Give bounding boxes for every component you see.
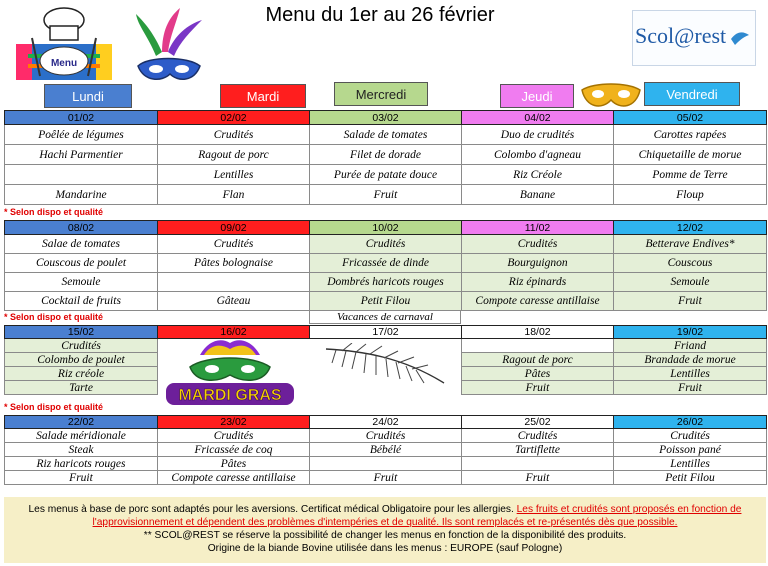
menu-cell: Crudités — [5, 339, 158, 353]
menu-cell: Poêlée de légumes — [5, 125, 158, 145]
menu-cell: Banane — [462, 185, 614, 205]
menu-cell: Fruit — [614, 381, 767, 395]
menu-cell — [158, 273, 310, 292]
menu-logo-icon — [14, 6, 114, 84]
date-cell: 23/02 — [158, 416, 310, 429]
date-cell: 03/02 — [310, 111, 462, 125]
vacation-banner: Vacances de carnaval — [309, 310, 461, 324]
menu-cell: Crudités — [462, 235, 614, 254]
date-cell: 04/02 — [462, 111, 614, 125]
date-cell: 08/02 — [5, 221, 158, 235]
menu-cell: Fruit — [5, 471, 158, 485]
menu-cell — [462, 457, 614, 471]
menu-cell: Dombrés haricots rouges — [310, 273, 462, 292]
menu-cell: Chiquetaille de morue — [614, 145, 767, 165]
date-cell: 12/02 — [614, 221, 767, 235]
footer-line-1 — [4, 503, 766, 516]
menu-cell: Couscous de poulet — [5, 254, 158, 273]
carnival-mask-icon — [128, 6, 208, 96]
menu-cell: Crudités — [310, 235, 462, 254]
menu-cell: Friand — [614, 339, 767, 353]
day-header-vendredi: Vendredi — [644, 82, 740, 106]
menu-cell: Lentilles — [614, 457, 767, 471]
menu-cell: Crudités — [614, 429, 767, 443]
menu-cell: Crudités — [158, 125, 310, 145]
table-row — [5, 457, 767, 471]
date-cell: 19/02 — [614, 326, 767, 339]
menu-cell: Floup — [614, 185, 767, 205]
scolarest-logo-text: Scol@rest — [635, 23, 727, 48]
menu-cell: Crudités — [462, 429, 614, 443]
footer-line-3: ** SCOL@REST se réserve la possibilité de changer les menus en fonction de la disponibilité des produits. — [143, 530, 627, 541]
menu-cell: Pâtes bolognaise — [158, 254, 310, 273]
menu-cell: Flan — [158, 185, 310, 205]
date-cell: 15/02 — [5, 326, 158, 339]
week-2-table — [4, 220, 767, 311]
table-row — [5, 429, 767, 443]
menu-cell: Carottes rapées — [614, 125, 767, 145]
menu-logo-text: Menu — [50, 58, 78, 69]
menu-cell: Fricassée de dinde — [310, 254, 462, 273]
mardi-gras-text: MARDI GRAS — [178, 387, 282, 404]
menu-cell: Couscous — [614, 254, 767, 273]
table-row — [5, 165, 767, 185]
date-cell: 22/02 — [5, 416, 158, 429]
footer-notice — [4, 497, 766, 563]
menu-cell: Salade méridionale — [5, 429, 158, 443]
date-cell: 25/02 — [462, 416, 614, 429]
menu-cell: Tarte — [5, 381, 158, 395]
menu-cell: Semoule — [614, 273, 767, 292]
date-cell: 24/02 — [310, 416, 462, 429]
menu-cell: Crudités — [310, 429, 462, 443]
menu-cell: Cocktail de fruits — [5, 292, 158, 311]
menu-cell: Pâtes — [158, 457, 310, 471]
menu-cell: Duo de crudités — [462, 125, 614, 145]
date-cell: 02/02 — [158, 111, 310, 125]
menu-cell: Pâtes — [462, 367, 614, 381]
table-row — [5, 185, 767, 205]
menu-cell: Riz épinards — [462, 273, 614, 292]
menu-cell: Poisson pané — [614, 443, 767, 457]
day-header-jeudi: Jeudi — [500, 84, 574, 108]
bird-icon — [729, 29, 751, 47]
menu-cell: Fruit — [462, 381, 614, 395]
menu-cell: Gâteau — [158, 292, 310, 311]
menu-cell: Fruit — [462, 471, 614, 485]
day-header-mercredi: Mercredi — [334, 82, 428, 106]
week-1-table — [4, 110, 767, 205]
menu-cell: Ragout de porc — [462, 353, 614, 367]
table-row — [5, 125, 767, 145]
menu-cell: Riz Créole — [462, 165, 614, 185]
date-cell: 09/02 — [158, 221, 310, 235]
date-cell: 18/02 — [462, 326, 614, 339]
date-cell: 17/02 — [310, 326, 462, 339]
menu-cell: Compote caresse antillaise — [158, 471, 310, 485]
menu-cell: Bébélé — [310, 443, 462, 457]
menu-cell: Lentilles — [614, 367, 767, 381]
date-cell: 10/02 — [310, 221, 462, 235]
date-cell: 11/02 — [462, 221, 614, 235]
menu-cell: Fruit — [310, 185, 462, 205]
menu-cell: Tartiflette — [462, 443, 614, 457]
date-cell: 01/02 — [5, 111, 158, 125]
menu-cell: Filet de dorade — [310, 145, 462, 165]
menu-cell: Mandarine — [5, 185, 158, 205]
table-row — [5, 235, 767, 254]
menu-cell — [310, 457, 462, 471]
menu-cell — [5, 165, 158, 185]
palm-leaf-icon — [322, 343, 448, 387]
menu-cell: Riz haricots rouges — [5, 457, 158, 471]
menu-cell: Pomme de Terre — [614, 165, 767, 185]
date-cell: 16/02 — [158, 326, 310, 339]
table-row — [5, 254, 767, 273]
menu-cell: Petit Filou — [614, 471, 767, 485]
scolarest-logo — [632, 10, 756, 66]
menu-cell: Steak — [5, 443, 158, 457]
menu-cell: Semoule — [5, 273, 158, 292]
menu-cell: Ragout de porc — [158, 145, 310, 165]
menu-cell: Salade de tomates — [310, 125, 462, 145]
menu-cell: Purée de patate douce — [310, 165, 462, 185]
availability-note: * Selon dispo et qualité — [4, 312, 104, 322]
menu-cell: Brandade de morue — [614, 353, 767, 367]
date-cell: 05/02 — [614, 111, 767, 125]
availability-note: * Selon dispo et qualité — [4, 402, 104, 412]
menu-cell: Fruit — [310, 471, 462, 485]
menu-cell: Bourguignon — [462, 254, 614, 273]
day-header-lundi: Lundi — [44, 84, 132, 108]
table-row — [5, 292, 767, 311]
menu-cell: Fruit — [614, 292, 767, 311]
menu-cell: Fricassée de coq — [158, 443, 310, 457]
menu-cell: Lentilles — [158, 165, 310, 185]
menu-cell: Petit Filou — [310, 292, 462, 311]
table-row — [5, 273, 767, 292]
mardi-gras-mask-icon — [160, 337, 300, 409]
footer-line-1-text: Les menus à base de porc sont adaptés pour les aversions. Certificat médical Obligatoire pour les allergies. — [28, 504, 517, 515]
date-cell: 26/02 — [614, 416, 767, 429]
table-row — [5, 145, 767, 165]
menu-cell: Colombo de poulet — [5, 353, 158, 367]
menu-cell: Riz créole — [5, 367, 158, 381]
footer-line-2: l'approvisionnement et dépendent des problèmes d'intempéries et de qualité. Ils sont remplacés et re-présentés dès que possible. — [92, 517, 678, 528]
menu-cell: Compote caresse antillaise — [462, 292, 614, 311]
week-4-table — [4, 415, 767, 485]
day-header-mardi: Mardi — [220, 84, 306, 108]
table-row — [5, 443, 767, 457]
table-row — [5, 471, 767, 485]
menu-cell: Betterave Endives* — [614, 235, 767, 254]
footer-line-4: Origine de la biande Bovine utilisée dans les menus : EUROPE (sauf Pologne) — [207, 543, 563, 554]
menu-cell: Hachi Parmentier — [5, 145, 158, 165]
menu-cell: Crudités — [158, 235, 310, 254]
menu-cell: Colombo d'agneau — [462, 145, 614, 165]
menu-cell: Crudités — [158, 429, 310, 443]
menu-cell: Salae de tomates — [5, 235, 158, 254]
gold-mask-icon — [580, 80, 642, 114]
page-title: Menu du 1er au 26 février — [265, 4, 495, 26]
menu-cell — [462, 339, 614, 353]
availability-note: * Selon dispo et qualité — [4, 207, 104, 217]
footer-line-1-warning: Les fruits et crudités sont proposés en fonction de — [516, 504, 742, 515]
